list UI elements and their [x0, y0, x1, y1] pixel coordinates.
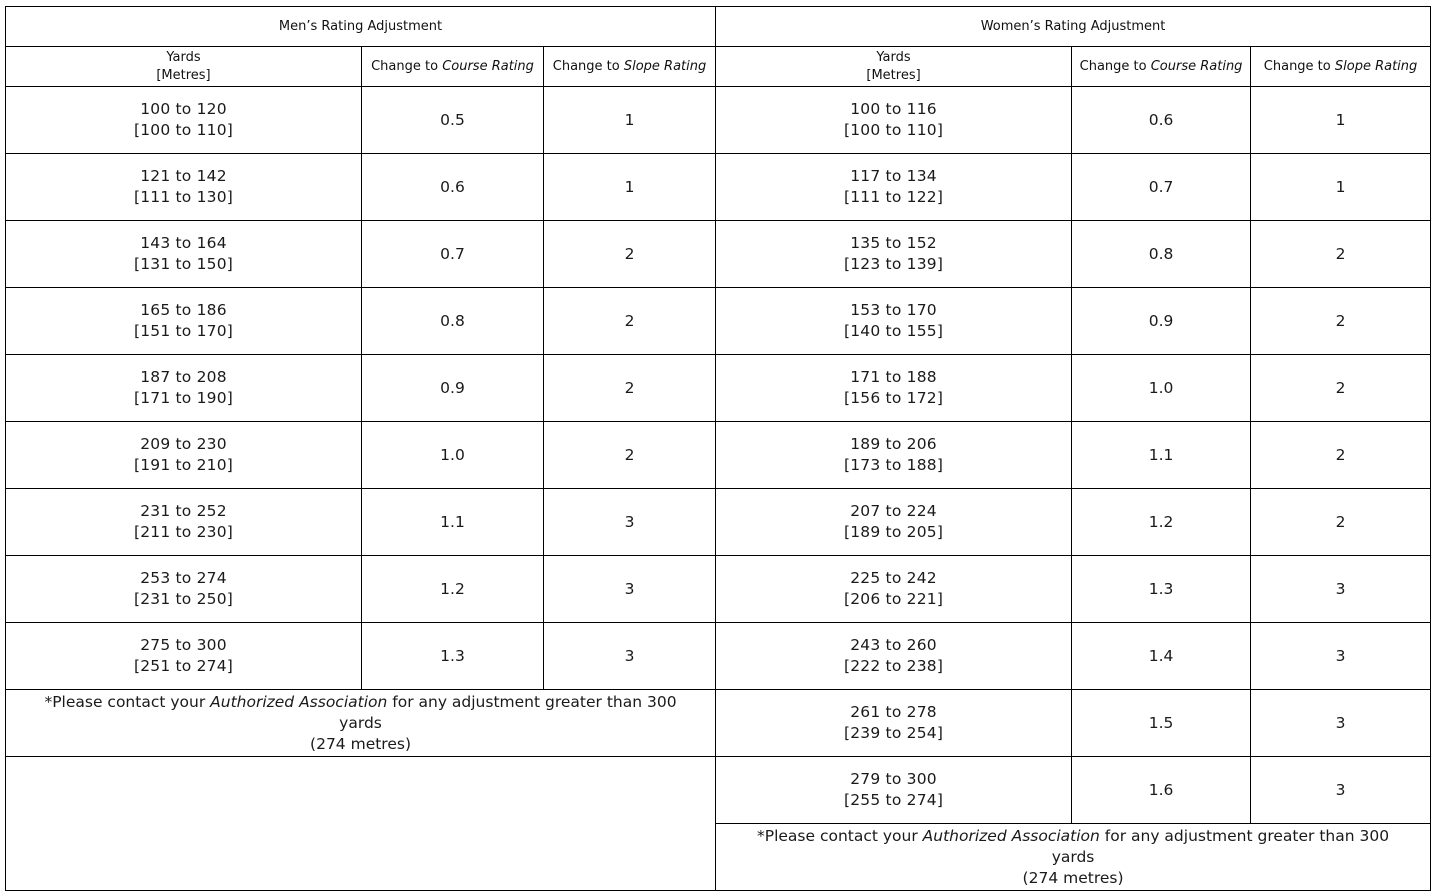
- men-slope-change: 2: [544, 355, 716, 422]
- table-row: [6, 489, 1431, 556]
- men-course-change: 1.1: [362, 489, 544, 556]
- women-course-change: 0.8: [1072, 221, 1251, 288]
- men-footnote-line2: (274 metres): [310, 734, 411, 753]
- men-metres-header-label: [Metres]: [156, 67, 211, 83]
- women-slope-change: 3: [1251, 623, 1431, 690]
- women-slope-change: 2: [1251, 221, 1431, 288]
- table-row: [6, 690, 1431, 757]
- men-course-change: 0.5: [362, 87, 544, 154]
- women-slope-change: 2: [1251, 489, 1431, 556]
- men-course-change: 1.0: [362, 422, 544, 489]
- women-slope-change: 3: [1251, 757, 1431, 824]
- women-metres-range: [140 to 155]: [843, 322, 944, 340]
- women-yards-range: 243 to 260: [850, 636, 937, 654]
- women-course-change: 1.0: [1072, 355, 1251, 422]
- women-course-header-em: Course Rating: [1150, 58, 1243, 74]
- women-footnote: [716, 824, 1431, 891]
- men-range-cell: [6, 556, 362, 623]
- men-range-cell: [6, 623, 362, 690]
- women-slope-change: 3: [1251, 556, 1431, 623]
- men-slope-change: 2: [544, 422, 716, 489]
- women-footnote-line1: [734, 826, 1412, 868]
- women-range-cell: [716, 690, 1072, 757]
- women-course-change: 1.5: [1072, 690, 1251, 757]
- men-yards-range: 165 to 186: [140, 301, 227, 319]
- women-metres-range: [100 to 110]: [843, 121, 944, 139]
- women-slope-change: 2: [1251, 355, 1431, 422]
- table-row: [6, 154, 1431, 221]
- table-row: [6, 288, 1431, 355]
- women-range-cell: [716, 757, 1072, 824]
- women-yards-range: 117 to 134: [850, 167, 937, 185]
- men-course-change: 1.2: [362, 556, 544, 623]
- men-yards-header: [6, 47, 362, 87]
- women-metres-range: [255 to 274]: [843, 791, 944, 809]
- men-metres-range: [191 to 210]: [133, 456, 234, 474]
- men-yards-range: 100 to 120: [140, 100, 227, 118]
- women-metres-range: [123 to 139]: [843, 255, 944, 273]
- men-metres-range: [171 to 190]: [133, 389, 234, 407]
- table-row: [6, 556, 1431, 623]
- women-yards-header: [716, 47, 1072, 87]
- women-slope-change: 3: [1251, 690, 1431, 757]
- women-metres-range: [189 to 205]: [843, 523, 944, 541]
- women-range-cell: [716, 221, 1072, 288]
- women-footnote-prefix: *Please contact your: [756, 826, 923, 845]
- men-metres-range: [100 to 110]: [133, 121, 234, 139]
- men-course-header: [362, 47, 544, 87]
- table-row: [6, 355, 1431, 422]
- women-yards-range: 171 to 188: [850, 368, 937, 386]
- women-table-title: Women’s Rating Adjustment: [716, 7, 1431, 47]
- men-course-change: 0.8: [362, 288, 544, 355]
- men-yards-range: 231 to 252: [140, 502, 227, 520]
- men-slope-change: 2: [544, 288, 716, 355]
- women-range-cell: [716, 422, 1072, 489]
- women-range-cell: [716, 355, 1072, 422]
- table-row: [6, 623, 1431, 690]
- women-course-change: 0.6: [1072, 87, 1251, 154]
- men-slope-change: 3: [544, 489, 716, 556]
- men-range-cell: [6, 221, 362, 288]
- women-yards-range: 261 to 278: [850, 703, 937, 721]
- men-metres-range: [151 to 170]: [133, 322, 234, 340]
- men-yards-range: 209 to 230: [140, 435, 227, 453]
- men-yards-header-label: Yards: [166, 49, 201, 65]
- men-range-cell: [6, 489, 362, 556]
- men-footnote-suffix: for any adjustment greater than 300 yards: [339, 692, 677, 732]
- men-footnote: [6, 690, 716, 757]
- women-slope-change: 2: [1251, 422, 1431, 489]
- women-range-cell: [716, 489, 1072, 556]
- women-course-change: 1.4: [1072, 623, 1251, 690]
- men-footnote-line1: [24, 692, 697, 734]
- women-range-cell: [716, 623, 1072, 690]
- table-row: [6, 87, 1431, 154]
- men-slope-change: 3: [544, 556, 716, 623]
- women-yards-range: 100 to 116: [850, 100, 937, 118]
- table-row: [6, 422, 1431, 489]
- women-slope-header-prefix: Change to: [1263, 58, 1335, 74]
- men-range-cell: [6, 355, 362, 422]
- women-slope-header: [1251, 47, 1431, 87]
- women-metres-header-label: [Metres]: [866, 67, 921, 83]
- men-yards-range: 143 to 164: [140, 234, 227, 252]
- men-range-cell: [6, 154, 362, 221]
- women-slope-change: 1: [1251, 154, 1431, 221]
- men-yards-range: 187 to 208: [140, 368, 227, 386]
- women-slope-change: 1: [1251, 87, 1431, 154]
- men-slope-change: 3: [544, 623, 716, 690]
- men-slope-header-prefix: Change to: [552, 58, 624, 74]
- men-footnote-em: Authorized Association: [210, 692, 388, 711]
- men-yards-range: 275 to 300: [140, 636, 227, 654]
- men-metres-range: [131 to 150]: [133, 255, 234, 273]
- women-range-cell: [716, 154, 1072, 221]
- men-table-title: Men’s Rating Adjustment: [6, 7, 716, 47]
- men-course-header-em: Course Rating: [442, 58, 534, 74]
- men-metres-range: [251 to 274]: [133, 657, 234, 675]
- women-yards-range: 153 to 170: [850, 301, 937, 319]
- men-metres-range: [231 to 250]: [133, 590, 234, 608]
- men-metres-range: [211 to 230]: [133, 523, 234, 541]
- rating-adjustment-table: [5, 6, 1431, 891]
- women-slope-change: 2: [1251, 288, 1431, 355]
- men-slope-change: 1: [544, 154, 716, 221]
- women-course-change: 0.9: [1072, 288, 1251, 355]
- men-range-cell: [6, 87, 362, 154]
- men-course-change: 1.3: [362, 623, 544, 690]
- women-metres-range: [222 to 238]: [843, 657, 944, 675]
- women-footnote-em: Authorized Association: [922, 826, 1100, 845]
- women-course-change: 1.6: [1072, 757, 1251, 824]
- women-yards-header-label: Yards: [876, 49, 911, 65]
- women-range-cell: [716, 556, 1072, 623]
- women-yards-range: 279 to 300: [850, 770, 937, 788]
- women-range-cell: [716, 288, 1072, 355]
- men-course-change: 0.7: [362, 221, 544, 288]
- table-row: [6, 757, 1431, 824]
- men-course-change: 0.9: [362, 355, 544, 422]
- women-footnote-line2: (274 metres): [1022, 868, 1124, 887]
- men-course-header-prefix: Change to: [371, 58, 443, 74]
- women-yards-range: 189 to 206: [850, 435, 937, 453]
- women-metres-range: [156 to 172]: [843, 389, 944, 407]
- women-yards-range: 225 to 242: [850, 569, 937, 587]
- women-course-change: 1.1: [1072, 422, 1251, 489]
- men-yards-range: 121 to 142: [140, 167, 227, 185]
- women-footnote-suffix: for any adjustment greater than 300 yards: [1051, 826, 1390, 866]
- men-slope-header: [544, 47, 716, 87]
- women-metres-range: [111 to 122]: [843, 188, 944, 206]
- women-course-change: 1.3: [1072, 556, 1251, 623]
- women-slope-header-em: Slope Rating: [1334, 58, 1418, 74]
- men-range-cell: [6, 422, 362, 489]
- men-empty-cell: [6, 757, 716, 891]
- men-range-cell: [6, 288, 362, 355]
- women-yards-range: 135 to 152: [850, 234, 937, 252]
- women-course-header-prefix: Change to: [1079, 58, 1151, 74]
- men-slope-change: 2: [544, 221, 716, 288]
- women-metres-range: [206 to 221]: [843, 590, 944, 608]
- men-slope-header-em: Slope Rating: [623, 58, 707, 74]
- women-course-header: [1072, 47, 1251, 87]
- men-metres-range: [111 to 130]: [133, 188, 234, 206]
- women-metres-range: [239 to 254]: [843, 724, 944, 742]
- men-course-change: 0.6: [362, 154, 544, 221]
- women-yards-range: 207 to 224: [850, 502, 937, 520]
- women-metres-range: [173 to 188]: [843, 456, 944, 474]
- men-slope-change: 1: [544, 87, 716, 154]
- men-yards-range: 253 to 274: [140, 569, 227, 587]
- women-course-change: 0.7: [1072, 154, 1251, 221]
- women-range-cell: [716, 87, 1072, 154]
- women-course-change: 1.2: [1072, 489, 1251, 556]
- men-footnote-prefix: *Please contact your: [44, 692, 211, 711]
- table-row: [6, 221, 1431, 288]
